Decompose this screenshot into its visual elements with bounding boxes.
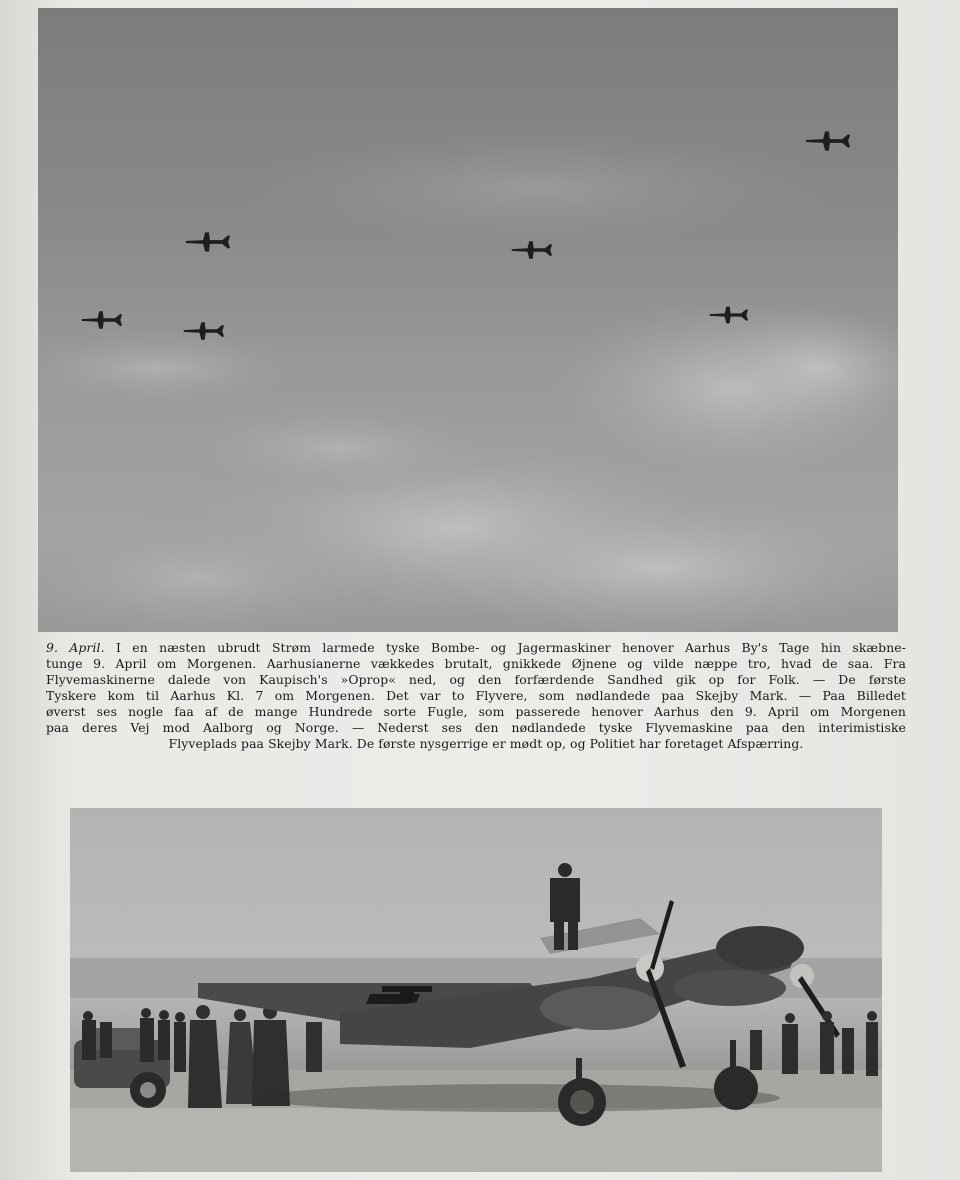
- field-photo: [70, 808, 882, 1172]
- aircraft-2: [186, 232, 230, 251]
- caption-lead: 9. April.: [46, 640, 105, 655]
- caption-line-3: Flyvemaskinerne dalede von Kaupisch's »Oprop« ned, og den forfærdende Sandhed gik op for Folk. — De første: [46, 672, 906, 687]
- caption-line-1: 9. April. I en næsten ubrudt Strøm larmede tyske Bombe- og Jagermaskiner henover Aarhus By's Tage hin skæbne-: [46, 640, 907, 655]
- photo-aircraft-formation: [38, 8, 898, 632]
- caption-line-2: tunge 9. April om Morgenen. Aarhusianerne vækkedes brutalt, gnikkede Øjnene og vilde næppe tro, hvad de saa. Fra: [46, 656, 906, 671]
- caption-line-5: øverst ses nogle faa af de mange Hundrede sorte Fugle, som passerede henover Aarhus den 9. April om Morgenen: [46, 704, 906, 719]
- sky-photo: [38, 8, 898, 632]
- caption-line-4: Tyskere kom til Aarhus Kl. 7 om Morgenen. Det var to Flyvere, som nødlandede paa Skejby Mark. — Paa Billedet: [46, 688, 906, 703]
- photo-caption: [46, 640, 906, 752]
- crowd-right: [750, 1011, 878, 1076]
- caption-line-6: paa deres Vej mod Aalborg og Norge. — Nederst ses den nødlandede tyske Flyvemaskine paa den interimistiske: [46, 720, 906, 735]
- caption-line-7: Flyveplads paa Skejby Mark. De første nysgerrige er mødt op, og Politiet har foretaget Afspærring.: [168, 736, 804, 751]
- photo-landed-aircraft: [70, 808, 882, 1172]
- aircraft-4: [82, 311, 122, 329]
- aircraft-1: [806, 131, 850, 150]
